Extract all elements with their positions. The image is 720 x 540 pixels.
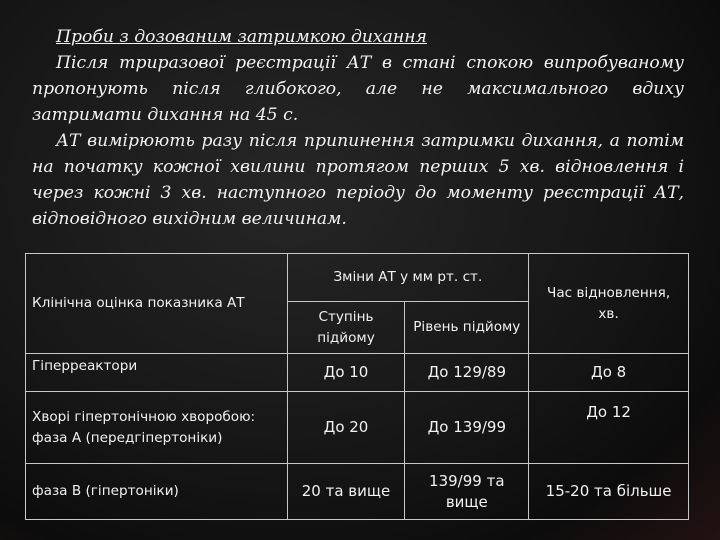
row-assessment: Гіперреактори: [26, 354, 288, 392]
header-assessment: Клінічна оцінка показника АТ: [26, 254, 288, 354]
row-level: 139/99 та вище: [405, 464, 529, 520]
bp-assessment-table: [25, 253, 689, 520]
row-level: До 139/99: [405, 392, 529, 464]
header-row-1: [26, 254, 689, 302]
heading-paragraph: [32, 24, 684, 50]
header-changes: Зміни АТ у мм рт. ст.: [287, 254, 529, 302]
row-recovery: 15-20 та більше: [529, 464, 689, 520]
row-assessment: Хворі гіпертонічною хворобою: фаза А (передгіпертоніки): [26, 392, 288, 464]
table-row: [26, 354, 689, 392]
header-recovery: Час відновлення, хв.: [529, 254, 689, 354]
paragraph-1: Після триразової реєстрації АТ в стані спокою випробуваному пропонують після глибокого, але не максимального вдиху затримати дихання на 45 с.: [32, 53, 684, 125]
row-recovery: До 12: [529, 392, 689, 464]
section-heading: Проби з дозованим затримкою дихання: [56, 27, 427, 47]
table-row: [26, 464, 689, 520]
table-row: [26, 392, 689, 464]
paragraph-2: АТ вимірюють разу після припинення затримки дихання, а потім на початку кожної хвилини протягом перших 5 хв. відновлення і через кожні 3 хв. наступного періоду до моменту реєстрації АТ, відповідного вихідним величинам.: [32, 131, 684, 229]
intro-text: [32, 24, 684, 232]
row-degree: До 20: [287, 392, 405, 464]
header-degree: Ступінь підйому: [287, 302, 405, 354]
row-degree: 20 та вище: [287, 464, 405, 520]
row-assessment: фаза В (гіпертоніки): [26, 464, 288, 520]
row-recovery: До 8: [529, 354, 689, 392]
row-degree: До 10: [287, 354, 405, 392]
header-level: Рівень підйому: [405, 302, 529, 354]
row-level: До 129/89: [405, 354, 529, 392]
